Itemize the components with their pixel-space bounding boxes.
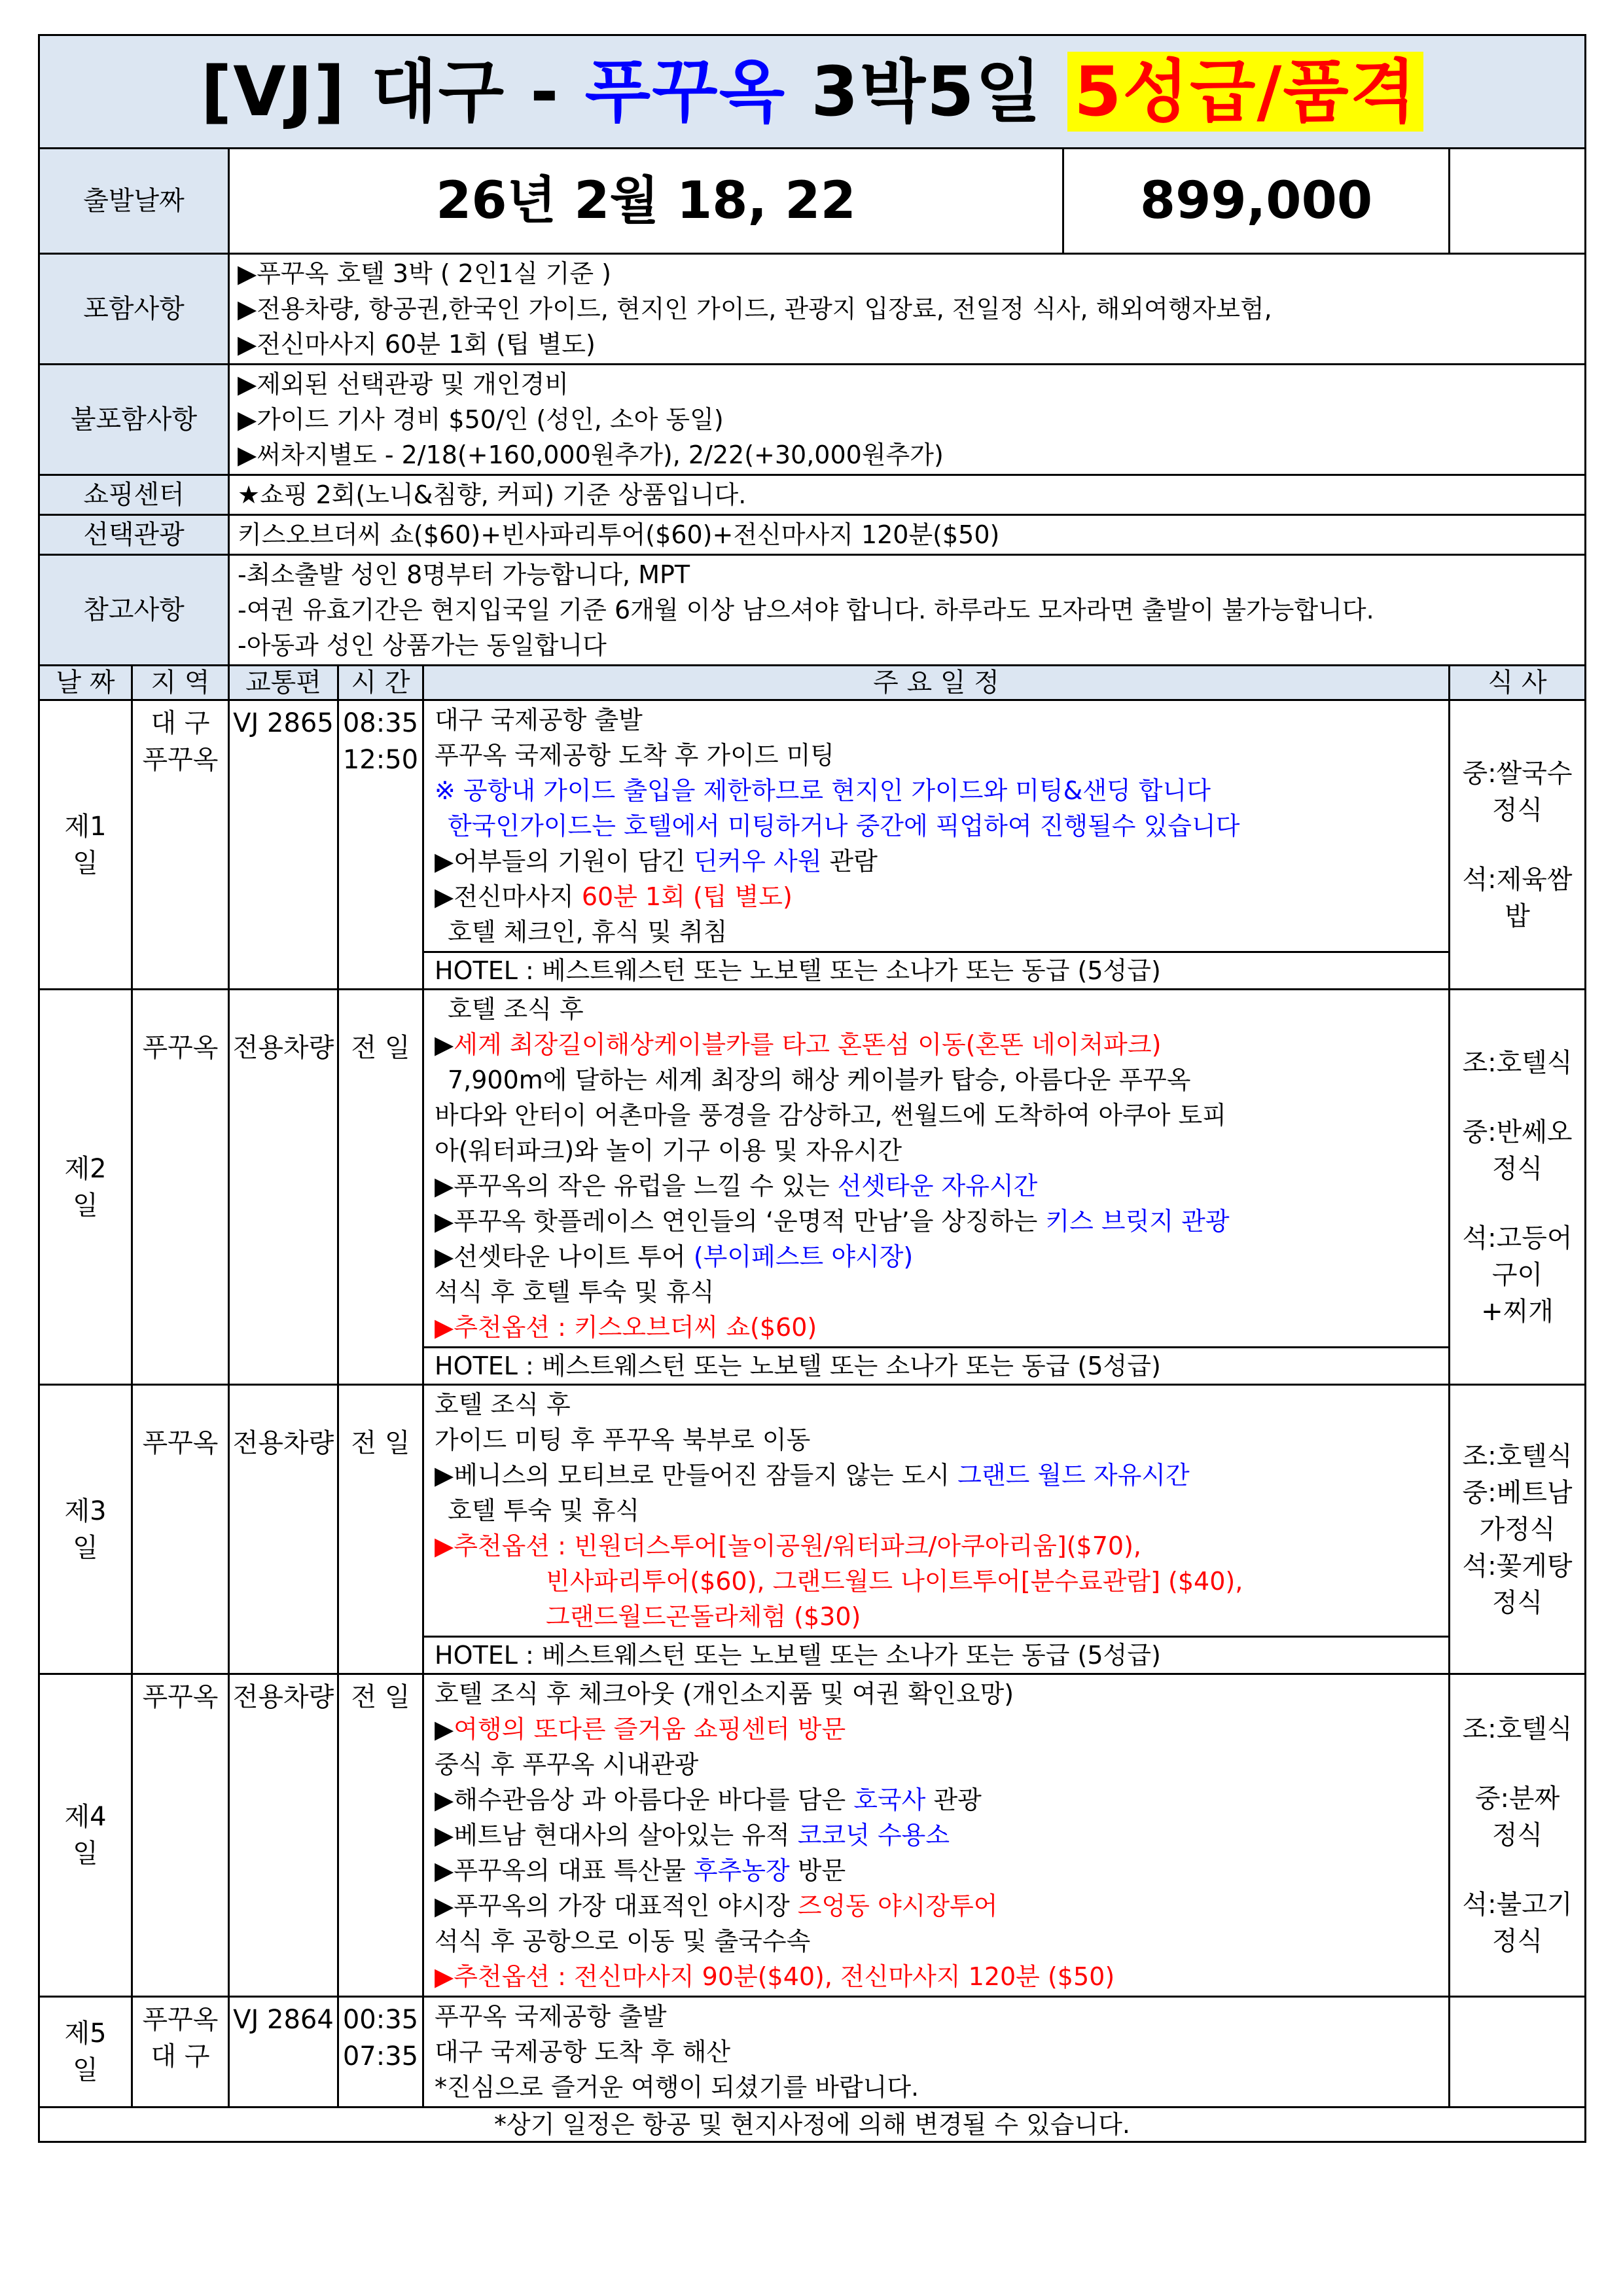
day-label: 제5 일 <box>39 1997 132 2108</box>
schedule-header-row <box>39 666 1586 700</box>
day-row <box>39 700 1586 990</box>
time-arrive: 07:35 <box>342 2041 419 2072</box>
schedule-line: ▶선셋타운 나이트 투어 (부이페스트 야시장) <box>435 1242 914 1271</box>
recommended-option: 빈사파리투어($60), 그랜드월드 나이트투어[분수료관람] ($40), <box>546 1567 1243 1596</box>
meal-cell: 조:호텔식 중:베트남 가정식 석:꽃게탕 정식 <box>1450 1385 1586 1674</box>
schedule-line: 호텔 조식 후 <box>435 1390 571 1419</box>
schedule-line: 아(워터파크)와 놀이 기구 이용 및 자유시간 <box>435 1136 902 1165</box>
transport-cell: 전용차량 <box>229 1385 338 1674</box>
day-label: 제3 일 <box>39 1385 132 1674</box>
schedule-cell <box>423 1385 1450 1674</box>
region-cell <box>132 700 229 990</box>
schedule-line: 석식 후 호텔 투숙 및 휴식 <box>435 1278 715 1306</box>
schedule-line: 푸꾸옥 국제공항 도착 후 가이드 미팅 <box>435 741 835 770</box>
time-cell: 전 일 <box>338 1385 423 1674</box>
header-time: 시 간 <box>338 666 423 700</box>
day-row <box>39 1997 1586 2108</box>
schedule-cell <box>423 1674 1450 1997</box>
schedule-line: 한국인가이드는 호텔에서 미팅하거나 중간에 픽업하여 진행될수 있습니다 <box>448 812 1240 840</box>
transport-cell: VJ 2864 <box>229 1997 338 2108</box>
schedule-line: 대구 국제공항 도착 후 해산 <box>435 2037 731 2066</box>
meal-cell <box>1450 1674 1586 1997</box>
hotel-line: HOTEL : 베스트웨스턴 또는 노보텔 또는 소나가 또는 동급 (5성급) <box>424 1346 1448 1384</box>
day-label: 제2 일 <box>39 990 132 1385</box>
recommended-option: ▶추천옵션 : 키스오브더씨 쇼($60) <box>435 1313 817 1342</box>
recommended-option: ▶추천옵션 : 전신마사지 90분($40), 전신마사지 120분 ($50) <box>435 1962 1115 1991</box>
excluded-line: ▶제외된 선택관광 및 개인경비 <box>238 370 569 399</box>
schedule-cell <box>423 1997 1450 2108</box>
schedule-line: 7,900m에 달하는 세계 최장의 해상 케이블카 탑승, 아름다운 푸꾸옥 <box>448 1066 1191 1094</box>
schedule-line: 중식 후 푸꾸옥 시내관광 <box>435 1750 699 1779</box>
schedule-cell <box>423 990 1450 1385</box>
schedule-cell <box>423 700 1450 990</box>
day-label: 제1 일 <box>39 700 132 990</box>
schedule-line: ▶전신마사지 60분 1회 (팁 별도) <box>435 882 793 911</box>
time-cell: 전 일 <box>338 1674 423 1997</box>
time-depart: 08:35 <box>342 708 419 738</box>
notes-line: -최소출발 성인 8명부터 가능합니다, MPT <box>238 560 690 589</box>
meal-cell <box>1450 1997 1586 2108</box>
schedule-line: 가이드 미팅 후 푸꾸옥 북부로 이동 <box>435 1426 811 1454</box>
schedule-line: ▶어부들의 기원이 담긴 딘커우 사원 관람 <box>435 847 878 876</box>
time-cell: 전 일 <box>338 990 423 1385</box>
transport-cell: VJ 2865 <box>229 700 338 990</box>
schedule-line: 석식 후 공항으로 이동 및 출국수속 <box>435 1927 811 1956</box>
region-to: 푸꾸옥 <box>142 745 219 775</box>
transport-cell: 전용차량 <box>229 1674 338 1997</box>
schedule-line: 호텔 체크인, 휴식 및 취침 <box>448 918 728 946</box>
meal-item: 중:쌀국수 정식 <box>1462 758 1573 825</box>
schedule-line: ※ 공항내 가이드 출입을 제한하므로 현지인 가이드와 미팅&샌딩 합니다 <box>435 776 1211 805</box>
header-transport: 교통편 <box>229 666 338 700</box>
meal-item: 조:호텔식 <box>1462 1714 1573 1744</box>
schedule-line: ▶푸꾸옥의 작은 유럽을 느낄 수 있는 선셋타운 자유시간 <box>435 1172 1038 1200</box>
notes-label: 참고사항 <box>39 555 229 666</box>
price: 899,000 <box>1139 171 1373 230</box>
schedule-line: ▶푸꾸옥 핫플레이스 연인들의 ‘운명적 만남’을 상징하는 키스 브릿지 관광 <box>435 1207 1230 1236</box>
schedule-line: 바다와 안터이 어촌마을 풍경을 감상하고, 썬월드에 도착하여 아쿠아 토피 <box>435 1101 1226 1130</box>
transport-cell: 전용차량 <box>229 990 338 1385</box>
excluded-label: 불포함사항 <box>39 365 229 475</box>
excluded-line: ▶가이드 기사 경비 $50/인 (성인, 소아 동일) <box>238 405 724 434</box>
schedule-line: *진심으로 즐거운 여행이 되셨기를 바랍니다. <box>435 2073 919 2102</box>
shopping-label: 쇼핑센터 <box>39 475 229 515</box>
itinerary-document <box>38 34 1584 2143</box>
region-cell: 푸꾸옥 <box>132 1674 229 1997</box>
meal-item: 중:분짜 정식 <box>1474 1784 1560 1850</box>
included-content <box>229 254 1586 365</box>
meal-item: 중:반쎄오 정식 <box>1462 1117 1573 1184</box>
hotel-line: HOTEL : 베스트웨스턴 또는 노보텔 또는 소나가 또는 동급 (5성급) <box>424 1636 1448 1673</box>
recommended-option: 그랜드월드곤돌라체험 ($30) <box>546 1602 861 1631</box>
header-schedule: 주 요 일 정 <box>423 666 1450 700</box>
notes-line: -아동과 성인 상품가는 동일합니다 <box>238 631 607 660</box>
excluded-content <box>229 365 1586 475</box>
region-cell <box>132 1997 229 2108</box>
schedule-line: ▶푸꾸옥의 가장 대표적인 야시장 즈엉동 야시장투어 <box>435 1892 998 1920</box>
title-prefix: [VJ] 대구 - <box>200 52 585 132</box>
day-row <box>39 1674 1586 1997</box>
excluded-line: ▶써차지별도 - 2/18(+160,000원추가), 2/22(+30,000원추가) <box>238 440 944 469</box>
schedule-line: ▶여행의 또다른 즐거움 쇼핑센터 방문 <box>435 1715 846 1744</box>
recommended-option: ▶추천옵션 : 빈원더스투어[놀이공원/워터파크/아쿠아리움]($70), <box>435 1532 1141 1560</box>
included-line: ▶푸꾸옥 호텔 3박 ( 2인1실 기준 ) <box>238 259 611 288</box>
schedule-line: ▶해수관음상 과 아름다운 바다를 담은 호국사 관광 <box>435 1785 982 1814</box>
schedule-line: 호텔 조식 후 <box>448 995 584 1024</box>
region-from: 대 구 <box>151 708 210 738</box>
region-from: 푸꾸옥 <box>142 2005 219 2035</box>
notes-line: -여권 유효기간은 현지입국일 기준 6개월 이상 남으셔야 합니다. 하루라도 모자라면 출발이 불가능합니다. <box>238 596 1374 624</box>
time-cell <box>338 1997 423 2108</box>
time-cell <box>338 700 423 990</box>
region-cell: 푸꾸옥 <box>132 1385 229 1674</box>
meal-cell <box>1450 990 1586 1385</box>
time-arrive: 12:50 <box>342 745 419 775</box>
departure-dates: 26년 2월 18, 22 <box>230 149 1063 253</box>
region-to: 대 구 <box>151 2041 210 2072</box>
header-meal: 식 사 <box>1450 666 1586 700</box>
included-line: ▶전신마사지 60분 1회 (팁 별도) <box>238 330 596 359</box>
schedule-line: 호텔 투숙 및 휴식 <box>448 1496 640 1525</box>
page-title <box>39 35 1586 149</box>
notes-content <box>229 555 1586 666</box>
schedule-line: ▶베니스의 모티브로 만들어진 잠들지 않는 도시 그랜드 월드 자유시간 <box>435 1461 1190 1490</box>
included-label: 포함사항 <box>39 254 229 365</box>
meal-cell <box>1450 700 1586 990</box>
meal-item: 조:호텔식 <box>1462 1047 1573 1078</box>
region-cell: 푸꾸옥 <box>132 990 229 1385</box>
included-line: ▶전용차량, 항공권,한국인 가이드, 현지인 가이드, 관광지 입장료, 전일정 식사, 해외여행자보험, <box>238 295 1272 323</box>
schedule-line: 대구 국제공항 출발 <box>435 706 643 734</box>
grade-badge: 5성급/품격 <box>1067 52 1423 132</box>
header-day: 날 짜 <box>39 666 132 700</box>
itinerary-table <box>38 34 1586 2143</box>
hotel-line: HOTEL : 베스트웨스턴 또는 노보텔 또는 소나가 또는 동급 (5성급) <box>424 951 1448 988</box>
schedule-line: ▶베트남 현대사의 살아있는 유적 코코넛 수용소 <box>435 1821 950 1850</box>
schedule-line: 호텔 조식 후 체크아웃 (개인소지품 및 여권 확인요망) <box>435 1679 1014 1708</box>
title-duration: 3박5일 <box>786 52 1068 132</box>
meal-item: 석:고등어 구이 +찌개 <box>1462 1223 1573 1327</box>
schedule-line: ▶세계 최장길이해상케이블카를 타고 혼똔섬 이동(혼똔 네이처파크) <box>435 1030 1162 1059</box>
footer-note: *상기 일정은 항공 및 현지사정에 의해 변경될 수 있습니다. <box>39 2108 1586 2142</box>
meal-item: 석:제육쌈 밥 <box>1462 864 1573 931</box>
schedule-line: ▶푸꾸옥의 대표 특산물 후추농장 방문 <box>435 1856 846 1885</box>
shopping-content: ★쇼핑 2회(노니&침향, 커피) 기준 상품입니다. <box>229 475 1586 515</box>
options-content: 키스오브더씨 쇼($60)+빈사파리투어($60)+전신마사지 120분($50) <box>229 515 1586 555</box>
meal-item: 석:불고기 정식 <box>1462 1890 1573 1956</box>
title-destination: 푸꾸옥 <box>584 52 787 132</box>
schedule-line: 푸꾸옥 국제공항 출발 <box>435 2002 667 2031</box>
day-label: 제4 일 <box>39 1674 132 1997</box>
header-region: 지 역 <box>132 666 229 700</box>
options-label: 선택관광 <box>39 515 229 555</box>
day-row <box>39 1385 1586 1674</box>
day-row <box>39 990 1586 1385</box>
time-depart: 00:35 <box>342 2005 419 2035</box>
departure-label: 출발날짜 <box>39 149 229 254</box>
